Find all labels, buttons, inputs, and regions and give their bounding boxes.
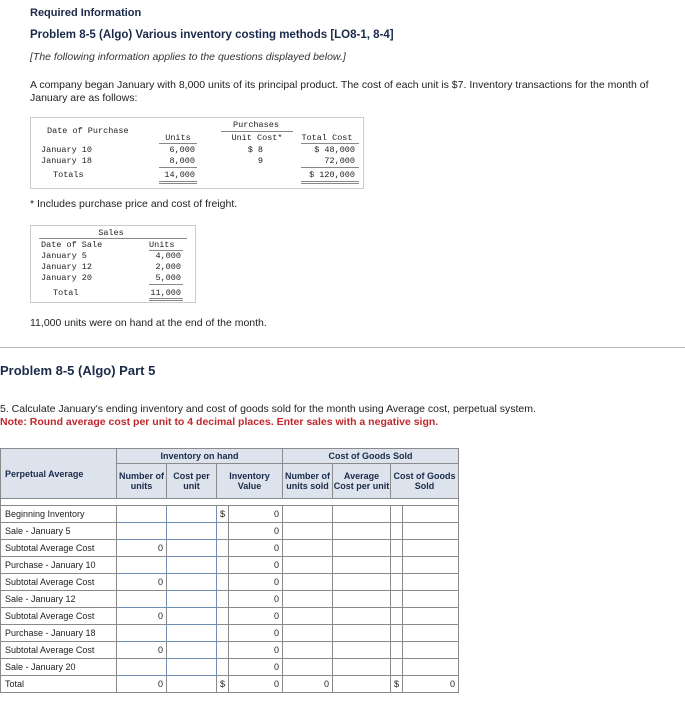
dollar-sign: $ [391, 676, 403, 693]
table-row [1, 506, 459, 523]
group-cost-of-goods-sold: Cost of Goods Sold [283, 449, 459, 464]
cost-per-unit-input[interactable] [167, 523, 217, 540]
cost-per-unit-input[interactable] [167, 557, 217, 574]
row-label: Purchase - January 18 [1, 625, 117, 642]
purchases-group-label: Purchases [233, 120, 279, 130]
inventory-value: 0 [229, 642, 283, 659]
inventory-value: 0 [229, 659, 283, 676]
part-instruction: 5. Calculate January's ending inventory and cost of goods sold for the month using Average cost, perpetual system. [0, 403, 536, 415]
part-note: Note: Round average cost per unit to 4 decimal places. Enter sales with a negative sign. [0, 416, 439, 428]
col-cost-of-goods-sold: Cost of Goods Sold [391, 464, 459, 499]
problem-title: Problem 8-5 (Algo) Various inventory costing methods [LO8-1, 8-4] [30, 29, 394, 41]
total-units: 0 [117, 676, 167, 693]
dollar-sign: $ [217, 506, 229, 523]
sale-row-units: 4,000 [155, 251, 181, 261]
purchases-col-units: Units [165, 133, 191, 143]
cost-per-unit-input[interactable] [167, 591, 217, 608]
inventory-value: 0 [229, 591, 283, 608]
units-input[interactable] [117, 625, 167, 642]
sale-row-date: January 12 [41, 262, 93, 272]
col-number-of-units: Number of units [117, 464, 167, 499]
units-value: 0 [117, 540, 167, 557]
row-label: Sale - January 20 [1, 659, 117, 676]
row-label: Sale - January 5 [1, 523, 117, 540]
units-input[interactable] [117, 557, 167, 574]
inventory-value: 0 [229, 625, 283, 642]
purchases-totals-total: $ 120,000 [309, 170, 355, 180]
inventory-value: 0 [229, 506, 283, 523]
dollar-sign: $ [217, 676, 229, 693]
col-number-units-sold: Number of units sold [283, 464, 333, 499]
total-units-sold: 0 [283, 676, 333, 693]
units-value: 0 [117, 574, 167, 591]
purchase-row-total: $ 48,000 [314, 145, 355, 155]
total-inventory-value: 0 [229, 676, 283, 693]
row-label: Subtotal Average Cost [1, 574, 117, 591]
inventory-value: 0 [229, 540, 283, 557]
purchases-totals-label: Totals [53, 170, 84, 180]
table-row [1, 523, 459, 540]
sale-row-date: January 20 [41, 273, 93, 283]
purchases-col-unit-cost: Unit Cost* [231, 133, 283, 143]
total-cost-of-goods-sold: 0 [403, 676, 459, 693]
col-average-cost-per-unit: Average Cost per unit [333, 464, 391, 499]
row-label: Subtotal Average Cost [1, 642, 117, 659]
units-value: 0 [117, 642, 167, 659]
footnote: * Includes purchase price and cost of freight. [30, 198, 238, 210]
perpetual-average-table [0, 448, 459, 693]
applies-note: [The following information applies to the questions displayed below.] [30, 51, 346, 63]
table-row [1, 642, 459, 659]
table-title: Perpetual Average [1, 449, 117, 499]
cost-per-unit-input[interactable] [167, 506, 217, 523]
sales-total-label: Total [53, 288, 79, 298]
table-row [1, 659, 459, 676]
sale-row-units: 2,000 [155, 262, 181, 272]
table-row [1, 557, 459, 574]
table-row [1, 574, 459, 591]
row-label: Beginning Inventory [1, 506, 117, 523]
cost-per-unit-input[interactable] [167, 659, 217, 676]
table-row [1, 591, 459, 608]
units-input[interactable] [117, 659, 167, 676]
group-inventory-on-hand: Inventory on hand [117, 449, 283, 464]
cost-per-unit-input[interactable] [167, 642, 217, 659]
cost-per-unit-input[interactable] [167, 540, 217, 557]
sales-col-date: Date of Sale [41, 240, 103, 250]
sales-table [30, 225, 196, 303]
part-title: Problem 8-5 (Algo) Part 5 [0, 363, 156, 378]
purchase-row-units: 8,000 [169, 156, 195, 166]
sales-group-label: Sales [98, 228, 124, 238]
section-divider [0, 347, 685, 348]
row-label: Subtotal Average Cost [1, 608, 117, 625]
purchase-row-date: January 10 [41, 145, 93, 155]
table-row [1, 608, 459, 625]
cost-per-unit-input[interactable] [167, 608, 217, 625]
row-label: Purchase - January 10 [1, 557, 117, 574]
purchase-row-unit-cost: 9 [257, 156, 263, 166]
purchases-table [30, 117, 364, 189]
row-label: Sale - January 12 [1, 591, 117, 608]
table-row [1, 625, 459, 642]
purchases-col-total: Total Cost [301, 133, 353, 143]
table-row-total [1, 676, 459, 693]
row-label: Subtotal Average Cost [1, 540, 117, 557]
intro-paragraph: A company began January with 8,000 units of its principal product. The cost of each unit is $7. Inventory transactions for the month of January are as follows: [30, 79, 649, 104]
units-input[interactable] [117, 506, 167, 523]
sale-row-date: January 5 [41, 251, 87, 261]
required-information-heading: Required Information [30, 7, 142, 19]
purchases-col-date: Date of Purchase [47, 126, 129, 136]
col-cost-per-unit: Cost per unit [167, 464, 217, 499]
sale-row-units: 5,000 [155, 273, 181, 283]
units-value: 0 [117, 608, 167, 625]
on-hand-note: 11,000 units were on hand at the end of the month. [30, 317, 267, 329]
sales-total-units: 11,000 [150, 288, 181, 298]
table-row [1, 540, 459, 557]
cost-per-unit-input[interactable] [167, 574, 217, 591]
inventory-value: 0 [229, 557, 283, 574]
inventory-value: 0 [229, 574, 283, 591]
purchases-totals-units: 14,000 [164, 170, 195, 180]
col-inventory-value: Inventory Value [217, 464, 283, 499]
purchase-row-total: 72,000 [324, 156, 355, 166]
purchase-row-unit-cost: $ 8 [247, 145, 263, 155]
purchase-row-units: 6,000 [169, 145, 195, 155]
inventory-value: 0 [229, 608, 283, 625]
units-input[interactable] [117, 523, 167, 540]
purchase-row-date: January 18 [41, 156, 93, 166]
units-input[interactable] [117, 591, 167, 608]
cost-per-unit-input[interactable] [167, 625, 217, 642]
inventory-value: 0 [229, 523, 283, 540]
row-label: Total [1, 676, 117, 693]
sales-col-units: Units [149, 240, 175, 250]
